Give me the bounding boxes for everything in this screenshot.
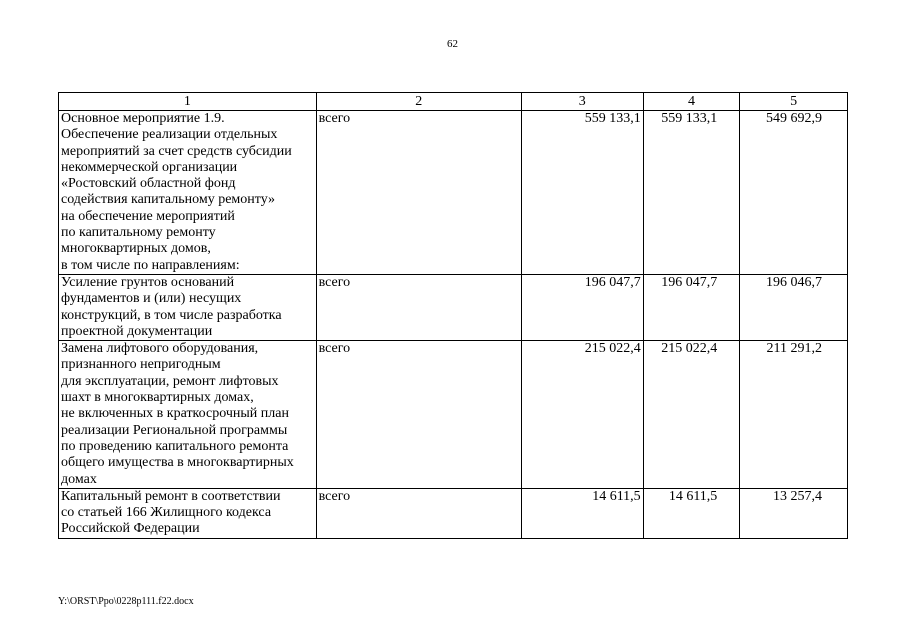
column-header-5: 5 [740,93,848,111]
value-col-5: 196 046,7 [740,274,848,340]
funding-kind: всего [316,488,521,538]
value-col-5: 549 692,9 [740,111,848,275]
funding-kind: всего [316,341,521,489]
value-col-4: 14 611,5 [643,488,740,538]
activity-name: Капитальный ремонт в соответствии со статьей 166 Жилищного кодекса Российской Федерации [59,488,317,538]
value-col-3: 14 611,5 [521,488,643,538]
column-header-3: 3 [521,93,643,111]
document-file-path: Y:\ORST\Ppo\0228p111.f22.docx [58,596,194,607]
funding-kind: всего [316,111,521,275]
table-row [59,111,848,275]
table-row [59,341,848,489]
value-col-3: 196 047,7 [521,274,643,340]
activity-name: Основное мероприятие 1.9. Обеспечение реализации отдельных мероприятий за счет средств субсидии некоммерческой организации «Ростовский областной фонд содействия капитальному ремонту» на обеспечение мероприятий по капитальному ремонту многоквартирных домов, в том числе по направлениям: [59,111,317,275]
activity-name: Усиление грунтов оснований фундаментов и (или) несущих конструкций, в том числе разработка проектной документации [59,274,317,340]
funding-kind: всего [316,274,521,340]
activity-name: Замена лифтового оборудования, признанного непригодным для эксплуатации, ремонт лифтовых шахт в многоквартирных домах, не включенных в краткосрочный план реализации Региональной программы по проведению капитального ремонта общего имущества в многоквартирных домах [59,341,317,489]
value-col-4: 215 022,4 [643,341,740,489]
value-col-5: 211 291,2 [740,341,848,489]
page-number: 62 [447,38,458,50]
value-col-5: 13 257,4 [740,488,848,538]
column-header-2: 2 [316,93,521,111]
value-col-4: 559 133,1 [643,111,740,275]
table-row [59,274,848,340]
table-header-row [59,93,848,111]
value-col-3: 559 133,1 [521,111,643,275]
value-col-4: 196 047,7 [643,274,740,340]
column-header-4: 4 [643,93,740,111]
value-col-3: 215 022,4 [521,341,643,489]
budget-table [58,92,848,539]
column-header-1: 1 [59,93,317,111]
table-row [59,488,848,538]
